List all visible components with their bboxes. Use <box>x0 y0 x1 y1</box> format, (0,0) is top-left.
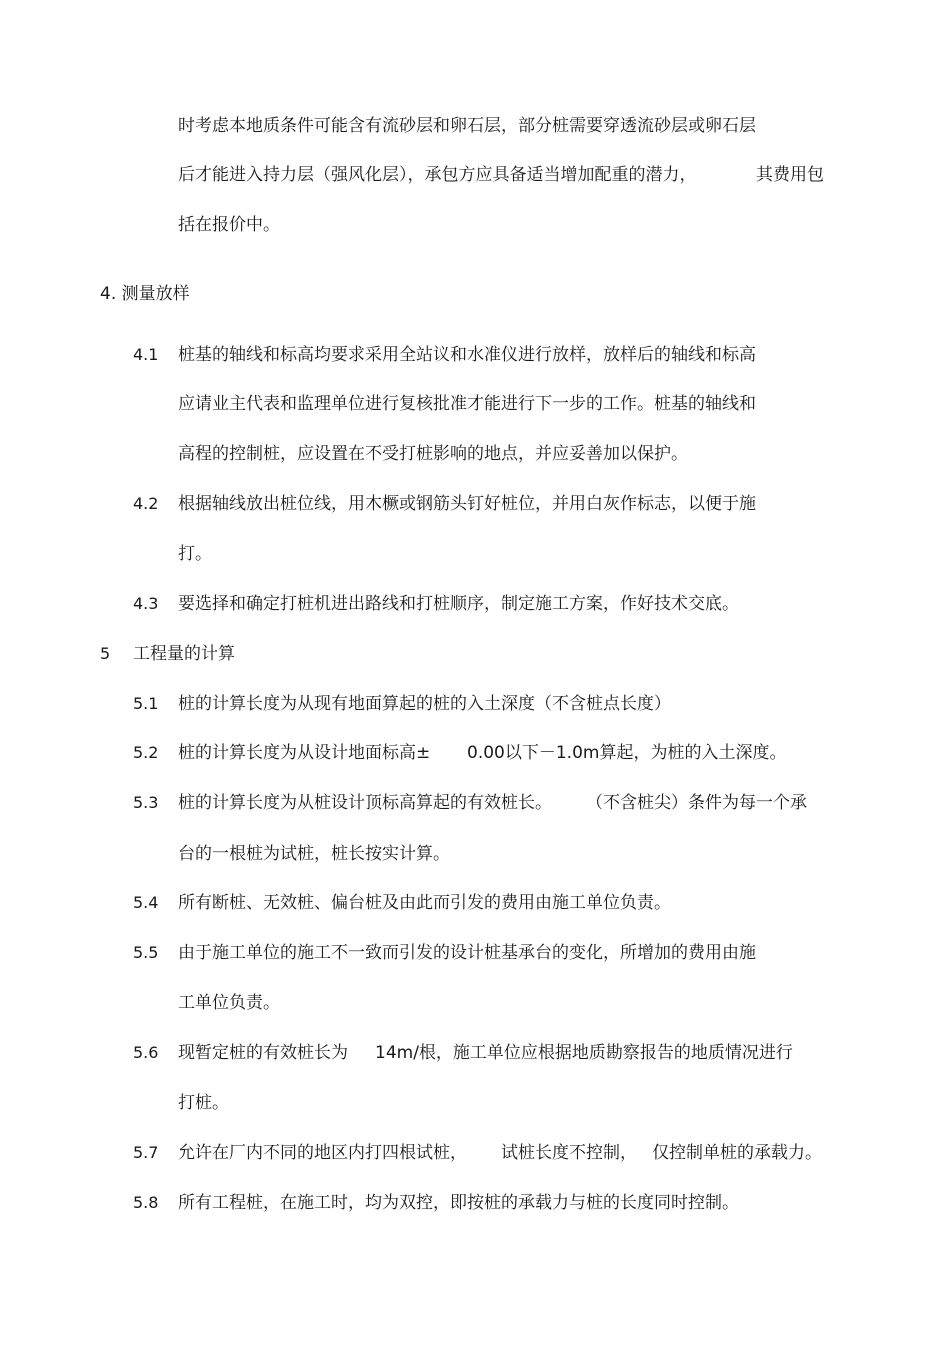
item-5-2-number: 5.2 <box>133 743 159 762</box>
item-5-4-line-1: 所有断桩、无效桩、偏台桩及由此而引发的费用由施工单位负责。 <box>178 893 671 913</box>
item-5-5-line-1: 由于施工单位的施工不一致而引发的设计桩基承台的变化，所增加的费用由施 <box>178 943 756 963</box>
item-5-6-line-2: 打桩。 <box>178 1093 229 1113</box>
item-5-7-line-1b: 试桩长度不控制， <box>501 1143 637 1163</box>
item-5-6-line-1b: 14m/根，施工单位应根据地质勘察报告的地质情况进行 <box>375 1043 793 1063</box>
item-5-3-line-2: 台的一根桩为试桩，桩长按实计算。 <box>178 844 450 864</box>
item-5-8-number: 5.8 <box>133 1193 159 1212</box>
item-5-5-line-2: 工单位负责。 <box>178 993 280 1013</box>
item-4-2-line-2: 打。 <box>178 544 212 564</box>
item-5-2-line-1b: 0.00以下－1.0m算起，为桩的入土深度。 <box>467 743 787 763</box>
item-4-2-number: 4.2 <box>133 494 159 513</box>
item-5-8-line-1: 所有工程桩，在施工时，均为双控，即按桩的承载力与桩的长度同时控制。 <box>178 1193 739 1213</box>
item-4-1-line-2: 应请业主代表和监理单位进行复核批准才能进行下一步的工作。桩基的轴线和 <box>178 394 756 414</box>
item-5-3-line-1b: （不含桩尖）条件为每一个承 <box>586 793 807 813</box>
item-4-2-line-1: 根据轴线放出桩位线，用木橛或钢筋头钉好桩位，并用白灰作标志，以便于施 <box>178 494 756 514</box>
item-4-1-line-1: 桩基的轴线和标高均要求采用全站议和水准仪进行放样，放样后的轴线和标高 <box>178 345 756 365</box>
item-4-1-number: 4.1 <box>133 345 159 364</box>
item-4-3-line-1: 要选择和确定打桩机进出路线和打桩顺序，制定施工方案，作好技术交底。 <box>178 594 739 614</box>
section-5-number: 5 <box>100 644 111 663</box>
item-5-3-number: 5.3 <box>133 793 159 812</box>
item-5-7-number: 5.7 <box>133 1143 159 1162</box>
item-4-1-line-3: 高程的控制桩，应设置在不受打桩影响的地点，并应妥善加以保护。 <box>178 444 688 464</box>
item-5-2-line-1a: 桩的计算长度为从设计地面标高± <box>178 743 431 763</box>
item-4-3-number: 4.3 <box>133 594 159 613</box>
item-5-3-line-1a: 桩的计算长度为从桩设计顶标高算起的有效桩长。 <box>178 793 552 813</box>
intro-line-3: 括在报价中。 <box>178 215 280 235</box>
section-4-heading: 4. 测量放样 <box>100 284 190 304</box>
item-5-6-number: 5.6 <box>133 1043 159 1062</box>
item-5-7-line-1c: 仅控制单桩的承载力。 <box>652 1143 822 1163</box>
item-5-4-number: 5.4 <box>133 893 159 912</box>
item-5-1-line-1: 桩的计算长度为从现有地面算起的桩的入土深度（不含桩点长度） <box>178 694 671 714</box>
intro-line-2: 后才能进入持力层（强风化层），承包方应具备适当增加配重的潜力， <box>178 165 697 185</box>
item-5-5-number: 5.5 <box>133 943 159 962</box>
item-5-1-number: 5.1 <box>133 694 159 713</box>
section-5-heading: 工程量的计算 <box>133 644 235 664</box>
item-5-7-line-1a: 允许在厂内不同的地区内打四根试桩， <box>178 1143 467 1163</box>
intro-line-2-end: 其费用包 <box>756 165 824 185</box>
item-5-6-line-1a: 现暂定桩的有效桩长为 <box>178 1043 348 1063</box>
intro-line-1: 时考虑本地质条件可能含有流砂层和卵石层，部分桩需要穿透流砂层或卵石层 <box>178 116 756 136</box>
